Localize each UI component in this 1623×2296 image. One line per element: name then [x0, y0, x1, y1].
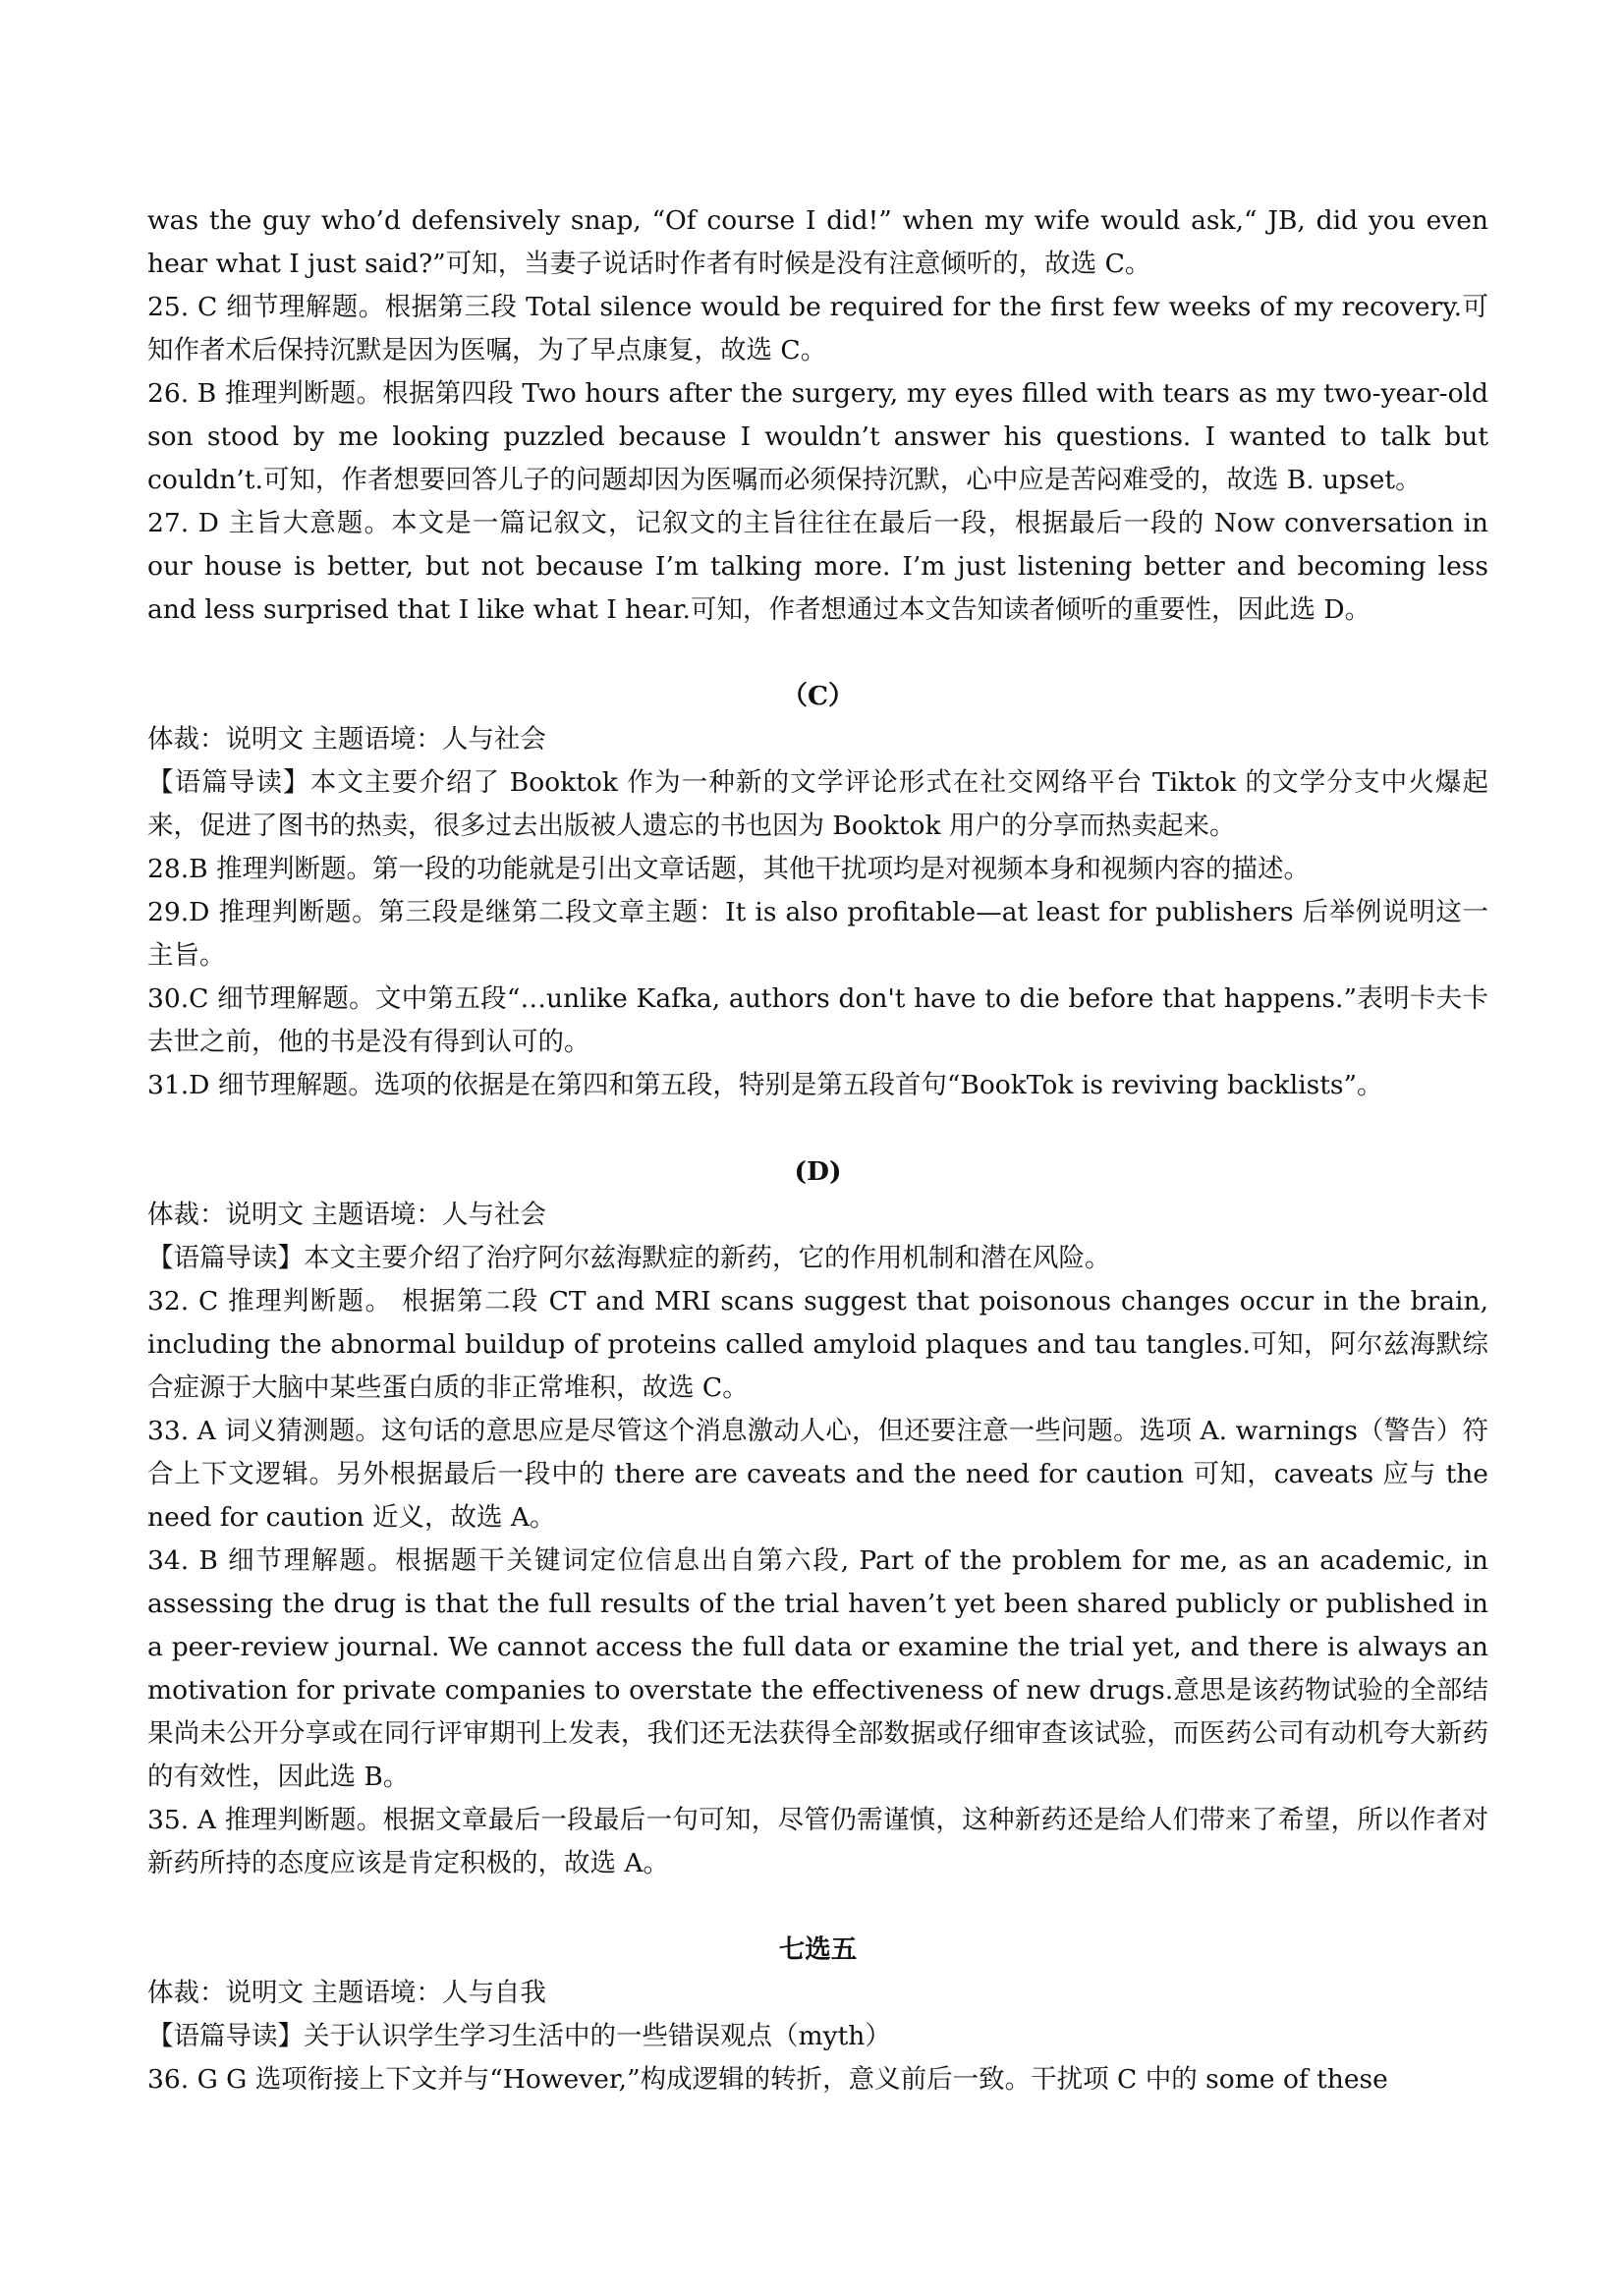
explanation-paragraph: 34. B 细节理解题。根据题干关键词定位信息出自第六段, Part of the problem for me, as an academic, in assessing the drug is that the full results of the trial haven’t yet been shared publicly or published in a peer-review journal. We cannot access the full data or examine the trial yet, and there is always an motivation for private companies to overstate the effectiveness of new drugs.意思是该药物试验的全部结果尚未公开分享或在同行评审期刊上发表，我们还无法获得全部数据或仔细审查该试验，而医药公司有动机夸大新药的有效性，因此选 B。	[147, 1545, 1488, 1792]
genre-line: 体裁：说明文 主题语境：人与社会	[147, 1200, 546, 1230]
explanation-paragraph: 32. C 推理判断题。 根据第二段 CT and MRI scans suggest that poisonous changes occur in the brain, including the abnormal buildup of proteins called amyloid plaques and tau tangles.可知，阿尔兹海默综合症源于大脑中某些蛋白质的非正常堆积，故选 C。	[147, 1286, 1488, 1403]
genre-line: 体裁：说明文 主题语境：人与社会	[147, 724, 546, 755]
passage-guide: 【语篇导读】本文主要介绍了 Booktok 作为一种新的文学评论形式在社交网络平台 Tiktok 的文学分支中火爆起来，促进了图书的热卖，很多过去出版被人遗忘的书也因为 Booktok 用户的分享而热卖起来。	[147, 767, 1488, 841]
answer-explanation-page	[147, 199, 1488, 2101]
passage-guide: 【语篇导读】关于认识学生学习生活中的一些错误观点（myth）	[147, 2021, 891, 2051]
explanation-paragraph: 29.D 推理判断题。第三段是继第二段文章主题：It is also profitable—at least for publishers 后举例说明这一主旨。	[147, 897, 1488, 971]
explanation-paragraph: 33. A 词义猜测题。这句话的意思应是尽管这个消息激动人心，但还要注意一些问题。选项 A. warnings（警告）符合上下文逻辑。另外根据最后一段中的 there are caveats and the need for caution 可知，caveats 应与 the need for caution 近义，故选 A。	[147, 1416, 1488, 1533]
explanation-paragraph: 25. C 细节理解题。根据第三段 Total silence would be required for the first few weeks of my recovery.可知作者术后保持沉默是因为医嘱，为了早点康复，故选 C。	[147, 292, 1488, 365]
explanation-paragraph: 31.D 细节理解题。选项的依据是在第四和第五段，特别是第五段首句“BookTok is reviving backlists”。	[147, 1070, 1383, 1100]
explanation-paragraph: 26. B 推理判断题。根据第四段 Two hours after the surgery, my eyes filled with tears as my two-year-old son stood by me looking puzzled because I wouldn’t answer his questions. I wanted to talk but couldn’t.可知，作者想要回答儿子的问题却因为医嘱而必须保持沉默，心中应是苦闷难受的，故选 B. upset。	[147, 378, 1488, 495]
section-heading: (D)	[794, 1156, 842, 1187]
explanation-paragraph: 30.C 细节理解题。文中第五段“…unlike Kafka, authors don't have to die before that happens.”表明卡夫卡去世之前，他的书是没有得到认可的。	[147, 983, 1488, 1057]
section-heading: （C）	[781, 681, 855, 711]
explanation-paragraph: 36. G G 选项衔接上下文并与“However,”构成逻辑的转折，意义前后一致。干扰项 C 中的 some of these	[147, 2064, 1388, 2095]
section-b-continued	[147, 199, 1488, 632]
passage-guide: 【语篇导读】本文主要介绍了治疗阿尔兹海默症的新药，它的作用机制和潜在风险。	[147, 1243, 1111, 1273]
explanation-paragraph: was the guy who’d defensively snap, “Of course I did!” when my wife would ask,“ JB, did you even hear what I just said?”可知，当妻子说话时作者有时候是没有注意倾听的，故选 C。	[147, 205, 1488, 279]
section-heading: 七选五	[778, 1934, 858, 1965]
genre-line: 体裁：说明文 主题语境：人与自我	[147, 1978, 546, 2008]
section-seven-choose-five	[147, 1929, 1488, 2101]
section-c	[147, 675, 1488, 1107]
explanation-paragraph: 28.B 推理判断题。第一段的功能就是引出文章话题，其他干扰项均是对视频本身和视频内容的描述。	[147, 854, 1311, 884]
section-d	[147, 1150, 1488, 1885]
explanation-paragraph: 35. A 推理判断题。根据文章最后一段最后一句可知，尽管仍需谨慎，这种新药还是给人们带来了希望，所以作者对新药所持的态度应该是肯定积极的，故选 A。	[147, 1805, 1488, 1878]
explanation-paragraph: 27. D 主旨大意题。本文是一篇记叙文，记叙文的主旨往往在最后一段，根据最后一段的 Now conversation in our house is better, but not because I’m talking more. I’m just listening better and becoming less and less surprised that I like what I hear.可知，作者想通过本文告知读者倾听的重要性，因此选 D。	[147, 508, 1488, 625]
